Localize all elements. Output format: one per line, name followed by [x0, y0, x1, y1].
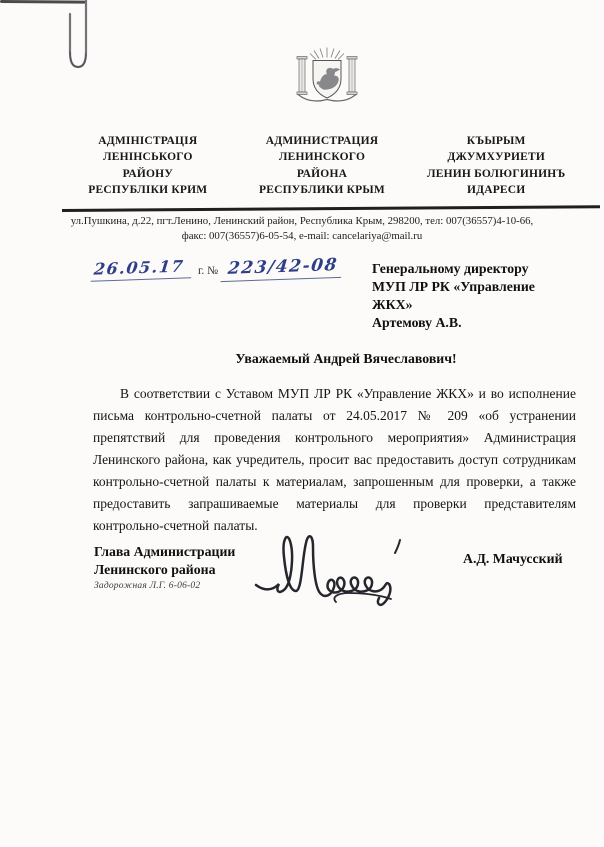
- contact-address: [40, 214, 564, 243]
- coat-of-arms-emblem: [296, 45, 358, 102]
- reference-row: [92, 257, 342, 280]
- letterhead-column-russian: [236, 133, 408, 198]
- recipient-line: Артемову А.В.: [372, 314, 462, 330]
- letterhead-line: РЕСПУБЛІКИ КРИМ: [88, 183, 208, 196]
- paperclip: [62, 0, 98, 76]
- letterhead-line: ДЖУМХУРИЕТИ: [447, 151, 546, 164]
- letterhead-line: РЕСПУБЛИКИ КРЫМ: [259, 183, 385, 196]
- handwritten-signature: [252, 523, 432, 623]
- handwritten-date: 26.05.17: [91, 256, 194, 281]
- reference-label: г. №: [197, 265, 219, 277]
- letterhead-column-crimean-tatar: [410, 133, 582, 198]
- recipient-line: МУП ЛР РК «Управление: [372, 278, 535, 294]
- sun-rays-icon: [310, 48, 344, 60]
- letter-body-paragraph: В соответствии с Уставом МУП ЛР РК «Управление ЖКХ» и во исполнение письма контрольно-счетной палаты от 24.05.2017 № 209 «об устранении препятствий для проведения контрольного мероприятия» Администрация Ленинского района, как учредитель, просит вас предоставить доступ сотрудникам контрольно-счетной палаты к материалам, запрошенным для проверки, а также предоставить запрашиваемые материалы для проверки представителям контрольно-счетной палаты.: [93, 386, 576, 533]
- letterhead-line: РАЙОНА: [296, 167, 348, 180]
- signer-name: А.Д. Мачусский: [463, 551, 563, 566]
- recipient-line: ЖКХ»: [372, 296, 413, 312]
- letterhead-line: ЛЕНИНСКОГО: [278, 151, 366, 164]
- signer-title-line: Ленинского района: [94, 562, 216, 578]
- letterhead-divider-rule: [62, 205, 600, 212]
- letterhead-line: АДМІНІСТРАЦІЯ: [98, 135, 198, 147]
- right-column-icon: [347, 57, 357, 95]
- letterhead-column-ukrainian: [62, 133, 234, 198]
- recipient-line: Генеральному директору: [372, 261, 529, 276]
- left-column-icon: [297, 57, 307, 95]
- signer-title: [94, 543, 235, 593]
- letterhead-line: ЛЕНІНСЬКОГО: [102, 151, 193, 164]
- address-line-1: ул.Пушкина, д.22, пгт.Ленино, Ленинский район, Республика Крым, 298200, тел: 007(36557)4-10-66,: [70, 215, 534, 227]
- letterhead-line: РАЙОНУ: [122, 167, 173, 180]
- executor-note: Задорожная Л.Г. 6-06-02: [94, 581, 201, 592]
- address-line-2: факс: 007(36557)6-05-54, e-mail: cancelariya@mail.ru: [181, 229, 423, 242]
- signer-title-line: Глава Администрации: [94, 544, 236, 559]
- letterhead-line: ЛЕНИН БОЛЮГИНИНЪ: [426, 167, 566, 180]
- handwritten-number: 223/42-08: [221, 255, 344, 282]
- letterhead: [62, 133, 582, 198]
- letterhead-line: АДМИНИСТРАЦИЯ: [265, 135, 379, 147]
- recipient-block: [372, 260, 577, 332]
- letterhead-line: ИДАРЕСИ: [466, 183, 526, 196]
- salutation: Уважаемый Андрей Вячеславович!: [235, 351, 457, 366]
- letterhead-line: КЪЫРЫМ: [466, 135, 526, 147]
